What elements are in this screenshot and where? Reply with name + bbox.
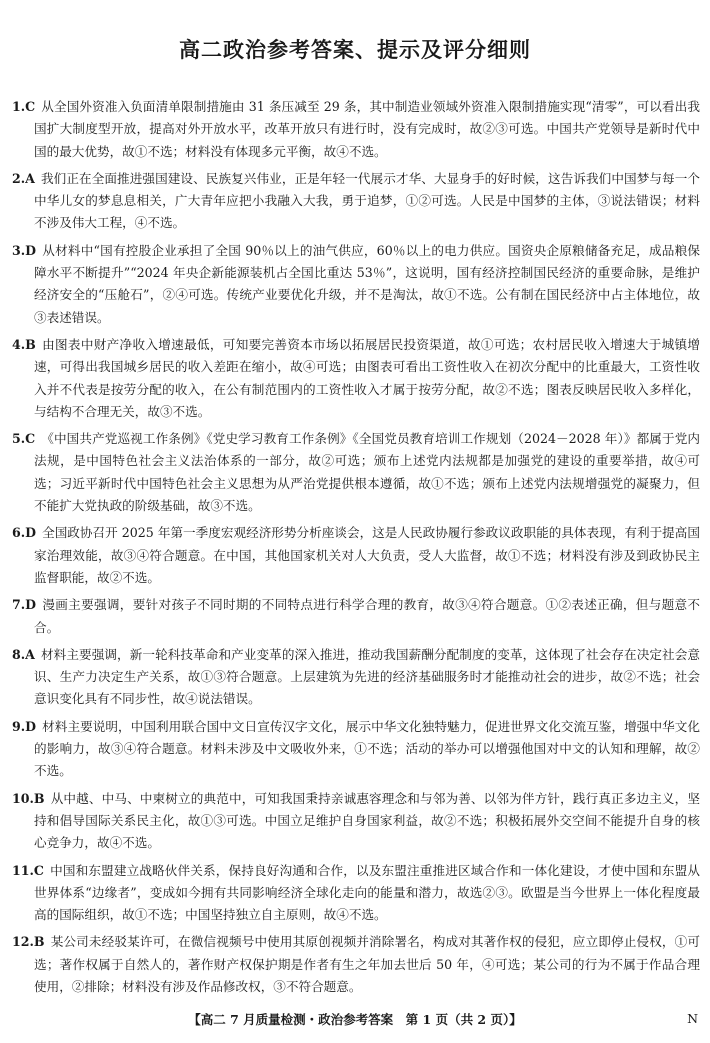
answer-item-2 [12, 168, 700, 235]
answer-list [12, 96, 700, 1003]
answer-item-8 [12, 644, 700, 711]
answer-number: 1.C [12, 99, 36, 114]
answer-item-9 [12, 716, 700, 783]
answer-number: 2.A [12, 170, 35, 186]
answer-number: 10.B [12, 790, 45, 806]
answer-text: 中国和东盟建立战略伙伴关系，保持良好沟通和合作，以及东盟注重推进区域合作和一体化建设，才使中国和东盟从世界体系“边缘者”，变成如今拥有共同影响经济全球化走向的能量和潜力，故选②③。欧盟是当今世界上一体化程度最高的国际组织，故①不选；中国坚持独立自主原则，故④不选。 [34, 862, 700, 923]
answer-text: 材料主要强调，新一轮科技革命和产业变革的深入推进，推动我国薪酬分配制度的变革，这体现了社会存在决定社会意识、生产力决定生产关系，故①③符合题意。上层建筑为先进的经济基础服务时才能推动社会的进步，故②不选；社会意识变化具有不同步性，故④说法错误。 [34, 646, 700, 707]
answer-item-1 [12, 96, 700, 163]
answer-text: 从全国外资准入负面清单限制措施由 31 条压减至 29 条，其中制造业领域外资准入限制措施实现“清零”，可以看出我国扩大制度型开放，提高对外开放水平，改革开放只有进行时，没有完成时，故②③可选。中国共产党领导是新时代中国的最大优势，故①不选；材料没有体现多元平衡，故④不选。 [34, 99, 700, 159]
answer-item-7 [12, 594, 700, 639]
answer-text: 某公司未经驳某许可，在微信视频号中使用其原创视频并消除署名，构成对其著作权的侵犯，应立即停止侵权，①可选；著作权属于自然人的，著作财产权保护期是作者有生之年加去世后 50 年，④可选；某公司的行为不属于作品合理使用，②排除；材料没有涉及作品修改权，③不符合题意。 [34, 934, 700, 994]
answer-text: 从中越、中马、中柬树立的典范中，可知我国秉持亲诚惠容理念和与邻为善、以邻为伴方针，践行真正多边主义，坚持和倡导国际关系民主化，故①③可选。中国立足维护自身国家利益，故②不选；积极拓展外交空间不能提升自身的核心竞争力，故④不选。 [34, 790, 700, 851]
answer-text: 从材料中“国有控股企业承担了全国 90％以上的油气供应，60％以上的电力供应。国资央企原粮储备充足，成品粮保障水平不断提升”“2024 年央企新能源装机占全国比重达 53％”，这说明，国有经济控制国民经济的重要命脉，是维护经济安全的“压舱石”，②④可选。传统产业要优化升级，并不是淘汰，故①不选。公有制在国民经济中占主体地位，故③表述错误。 [34, 242, 700, 325]
page-footer: 【高二 7 月质量检测・政治参考答案 第 1 页（共 2 页）】 [188, 1012, 522, 1027]
answer-text: 我们正在全面推进强国建设、民族复兴伟业，正是年轻一代展示才华、大显身手的好时候，这告诉我们中国梦与每一个中华儿女的梦息息相关，广大青年应把小我融入大我，勇于追梦，①②可选。人民是中国梦的主体，③说法错误；材料不涉及伟大工程，④不选。 [34, 170, 700, 231]
answer-item-12 [12, 931, 700, 998]
answer-number: 6.D [12, 525, 37, 541]
answer-number: 7.D [12, 597, 37, 613]
answer-number: 3.D [12, 242, 37, 258]
answer-item-11 [12, 860, 700, 927]
answer-item-10 [12, 788, 700, 855]
answer-number: 5.C [12, 431, 36, 447]
answer-text: 材料主要说明，中国利用联合国中文日宣传汉字文化，展示中华文化独特魅力，促进世界文化交流互鉴，增强中华文化的影响力，故③④符合题意。材料未涉及中文吸收外来，①不选；活动的举办可以增强他国对中文的认知和理解，故②不选。 [34, 718, 700, 779]
answer-item-6 [12, 522, 700, 589]
answer-number: 9.D [12, 718, 37, 734]
answer-item-3 [12, 240, 700, 329]
answer-number: 8.A [12, 646, 35, 662]
answer-item-5 [12, 428, 700, 517]
page-title: 高二政治参考答案、提示及评分细则 [179, 37, 531, 62]
answer-text: 由图表中财产净收入增速最低，可知要完善资本市场以拓展居民投资渠道，故①可选；农村居民收入增速大于城镇增速，可得出我国城乡居民的收入差距在缩小，故④可选；由图表可看出工资性收入在初次分配中的比重最大，工资性收入并不代表是按劳分配的收入，在公有制范围内的工资性收入才属于按劳分配，故②不选；图表反映居民收入多样化，与结构不合理无关，故③不选。 [34, 336, 700, 419]
answer-text: 《中国共产党巡视工作条例》《党史学习教育工作条例》《全国党员教育培训工作规划（2024－2028 年）》都属于党内法规，是中国特色社会主义法治体系的一部分，故②可选；颁布上述党内法规都是加强党的建设的重要举措，故④可选；习近平新时代中国特色社会主义思想为从严治党提供根本遵循，故①不选；颁布上述党内法规增强党的凝聚力，但不能扩大党执政的阶级基础，故③不选。 [34, 431, 700, 514]
answer-text: 漫画主要强调，要针对孩子不同时期的不同特点进行科学合理的教育，故③④符合题意。①②表述正确，但与题意不合。 [34, 597, 700, 635]
answer-number: 11.C [12, 862, 44, 878]
answer-number: 4.B [12, 336, 36, 352]
answer-item-4 [12, 334, 700, 423]
answer-number: 12.B [12, 934, 45, 950]
corner-mark: N [687, 1011, 698, 1026]
answer-text: 全国政协召开 2025 年第一季度宏观经济形势分析座谈会，这是人民政协履行参政议政职能的具体表现，有利于提高国家治理效能，故③④符合题意。在中国，其他国家机关对人大负责，受人大监督，故①不选；材料没有涉及到政协民主监督职能，故②不选。 [34, 525, 700, 585]
